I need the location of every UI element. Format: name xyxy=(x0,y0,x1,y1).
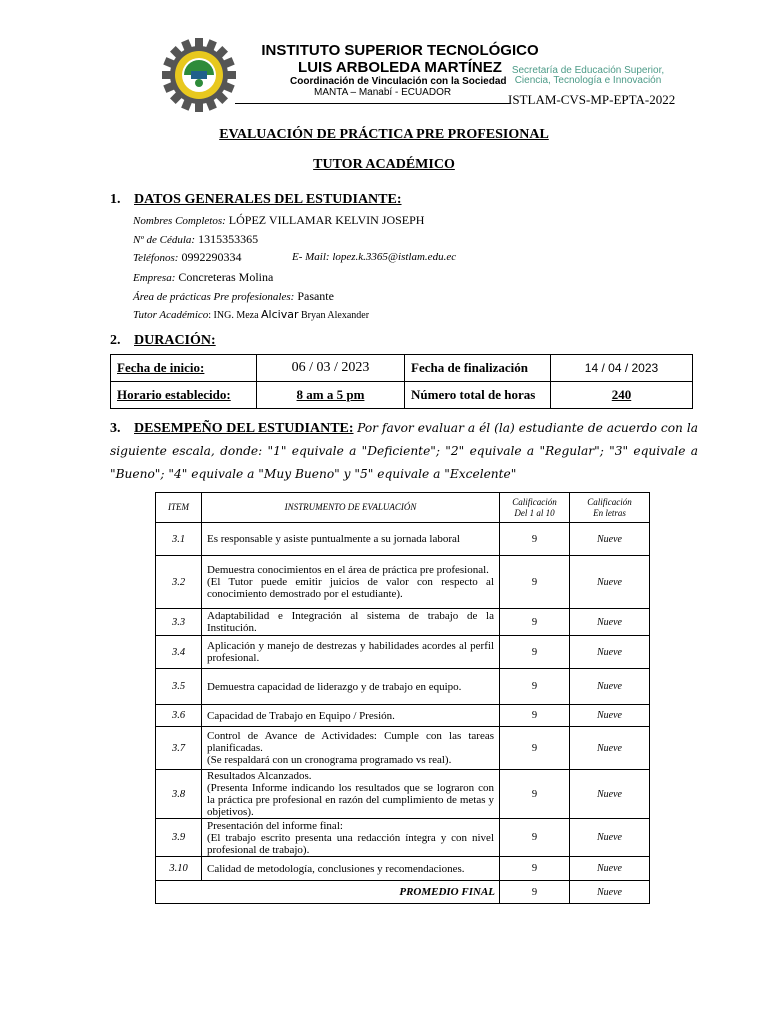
instrument-text: Resultados Alcanzados. (Presenta Informe indicando los resultados que se lograron con la práctica pre profesional en razón del cumplimiento de metas y objetivos). xyxy=(202,770,500,819)
institute-name-line2: LUIS ARBOLEDA MARTÍNEZ xyxy=(298,59,502,76)
section-label: DURACIÓN: xyxy=(134,333,216,348)
table-row xyxy=(156,819,650,857)
schedule-value: 8 am a 5 pm xyxy=(257,382,405,409)
section-label: DATOS GENERALES DEL ESTUDIANTE: xyxy=(134,192,402,207)
final-average-label: PROMEDIO FINAL xyxy=(156,881,500,904)
page-title: EVALUACIÓN DE PRÁCTICA PRE PROFESIONAL xyxy=(219,127,549,142)
score-value: 9 xyxy=(500,727,570,770)
institute-name-line1: INSTITUTO SUPERIOR TECNOLÓGICO xyxy=(261,42,539,59)
student-phone-value: 0992290334 xyxy=(181,250,242,264)
header-score-line1: Calificación xyxy=(512,496,557,507)
table-row xyxy=(156,669,650,705)
coordination-label: Coordinación de Vinculación con la Sociedad xyxy=(290,76,507,87)
item-number: 3.3 xyxy=(156,609,202,636)
score-value: 9 xyxy=(500,819,570,857)
table-row xyxy=(111,355,693,382)
table-row xyxy=(156,705,650,727)
score-letters: Nueve xyxy=(570,636,650,669)
evaluation-scale-description: Por favor evaluar a él (la) estudiante de acuerdo con la siguiente escala, donde: "1" equivale a "Deficiente"; "2" equivale a "Regular"; "3" equivale a "Bueno"; "4" equivale a "Muy Bueno" y "5" equivale a "Excelente" xyxy=(110,421,698,481)
practice-area-value: Pasante xyxy=(297,289,334,303)
score-value: 9 xyxy=(500,636,570,669)
score-value: 9 xyxy=(500,556,570,609)
final-average-row xyxy=(156,881,650,904)
start-date-label: Fecha de inicio: xyxy=(111,355,257,382)
practice-area-row xyxy=(133,289,334,304)
item-number: 3.1 xyxy=(156,523,202,556)
end-date-value: 14 / 04 / 2023 xyxy=(551,355,693,382)
table-row xyxy=(111,382,693,409)
score-letters: Nueve xyxy=(570,770,650,819)
academic-tutor-value-b: Alcivar xyxy=(261,308,299,321)
header-letters-line2: En letras xyxy=(593,507,626,518)
instrument-text: Es responsable y asiste puntualmente a su jornada laboral xyxy=(202,523,500,556)
section-number: 1. xyxy=(110,192,121,207)
score-value: 9 xyxy=(500,609,570,636)
start-date-value: 06 / 03 / 2023 xyxy=(257,355,405,382)
student-email: E- Mail: lopez.k.3365@istlam.edu.ec xyxy=(292,251,457,263)
section-heading-duration xyxy=(110,333,216,349)
academic-tutor-row xyxy=(133,308,369,321)
score-value: 9 xyxy=(500,705,570,727)
score-letters: Nueve xyxy=(570,556,650,609)
student-id-value: 1315353365 xyxy=(198,232,259,246)
academic-tutor-value-a: : ING. Meza xyxy=(208,310,262,321)
item-number: 3.7 xyxy=(156,727,202,770)
student-id-row xyxy=(133,232,258,247)
score-letters: Nueve xyxy=(570,669,650,705)
final-average-letters: Nueve xyxy=(570,881,650,904)
table-row xyxy=(156,727,650,770)
score-value: 9 xyxy=(500,857,570,881)
header-letters xyxy=(570,493,650,523)
company-row xyxy=(133,270,273,285)
instrument-text: Presentación del informe final: (El trabajo escrito presenta una redacción íntegra y con nivel profesional de trabajo). xyxy=(202,819,500,857)
senescyt-line1: Secretaría de Educación Superior, xyxy=(511,65,665,76)
score-letters: Nueve xyxy=(570,609,650,636)
page-subtitle: TUTOR ACADÉMICO xyxy=(313,157,455,172)
header-item: ITEM xyxy=(156,493,202,523)
instrument-text: Adaptabilidad e Integración al sistema de trabajo de la Institución. xyxy=(202,609,500,636)
total-hours-value: 240 xyxy=(551,382,693,409)
score-letters: Nueve xyxy=(570,705,650,727)
table-row xyxy=(156,636,650,669)
table-row xyxy=(156,609,650,636)
company-key: Empresa: xyxy=(133,272,176,284)
section-number: 2. xyxy=(110,333,121,348)
senescyt-logo xyxy=(508,66,668,86)
item-number: 3.5 xyxy=(156,669,202,705)
practice-area-key: Área de prácticas Pre profesionales: xyxy=(133,291,295,303)
instrument-text: Control de Avance de Actividades: Cumple con las tareas planificadas. (Se respaldará con un cronograma programado vs real). xyxy=(202,727,500,770)
end-date-label: Fecha de finalización xyxy=(405,355,551,382)
header-instrument: INSTRUMENTO DE EVALUACIÓN xyxy=(202,493,500,523)
score-value: 9 xyxy=(500,523,570,556)
header-score-line2: Del 1 al 10 xyxy=(514,507,555,518)
score-letters: Nueve xyxy=(570,523,650,556)
instrument-text: Demuestra conocimientos en el área de práctica pre profesional. (El Tutor puede emitir juicios de valor con respecto al conocimiento demostrado por el estudiante). xyxy=(202,556,500,609)
student-phone-key: Teléfonos: xyxy=(133,252,179,264)
academic-tutor-key: Tutor Académico xyxy=(133,309,209,321)
student-phone-row xyxy=(133,250,241,265)
item-number: 3.4 xyxy=(156,636,202,669)
company-value: Concreteras Molina xyxy=(178,270,274,284)
document-code: ISTLAM-CVS-MP-EPTA-2022 xyxy=(508,92,676,107)
score-letters: Nueve xyxy=(570,819,650,857)
instrument-text: Capacidad de Trabajo en Equipo / Presión. xyxy=(202,705,500,727)
score-value: 9 xyxy=(500,669,570,705)
institute-logo xyxy=(162,38,236,112)
header-divider xyxy=(235,103,510,104)
total-hours-label: Número total de horas xyxy=(405,382,551,409)
section-number: 3. xyxy=(110,421,121,436)
instrument-text: Calidad de metodología, conclusiones y recomendaciones. xyxy=(202,857,500,881)
header-score xyxy=(500,493,570,523)
table-row xyxy=(156,857,650,881)
schedule-label: Horario establecido: xyxy=(111,382,257,409)
student-id-key: Nº de Cédula: xyxy=(133,234,196,246)
duration-table xyxy=(110,354,693,409)
item-number: 3.9 xyxy=(156,819,202,857)
section-heading-student-data xyxy=(110,192,402,208)
student-name-key: Nombres Completos: xyxy=(133,215,226,227)
item-number: 3.10 xyxy=(156,857,202,881)
item-number: 3.8 xyxy=(156,770,202,819)
item-number: 3.2 xyxy=(156,556,202,609)
student-name-value: LÓPEZ VILLAMAR KELVIN JOSEPH xyxy=(228,213,425,227)
item-number: 3.6 xyxy=(156,705,202,727)
score-letters: Nueve xyxy=(570,857,650,881)
final-average-score: 9 xyxy=(500,881,570,904)
table-header-row xyxy=(156,493,650,523)
section-heading-performance xyxy=(110,417,698,486)
score-value: 9 xyxy=(500,770,570,819)
score-letters: Nueve xyxy=(570,727,650,770)
instrument-text: Aplicación y manejo de destrezas y habilidades acordes al perfil profesional. xyxy=(202,636,500,669)
header-letters-line1: Calificación xyxy=(587,496,632,507)
student-name-row xyxy=(133,213,424,228)
table-row xyxy=(156,556,650,609)
city-label: MANTA – Manabí - ECUADOR xyxy=(314,87,452,98)
evaluation-table xyxy=(155,492,650,904)
table-row xyxy=(156,523,650,556)
senescyt-line2: Ciencia, Tecnología e Innovación xyxy=(514,75,662,86)
section-label: DESEMPEÑO DEL ESTUDIANTE: xyxy=(134,421,354,436)
academic-tutor-value-c: Bryan Alexander xyxy=(298,310,370,321)
table-row xyxy=(156,770,650,819)
instrument-text: Demuestra capacidad de liderazgo y de trabajo en equipo. xyxy=(202,669,500,705)
